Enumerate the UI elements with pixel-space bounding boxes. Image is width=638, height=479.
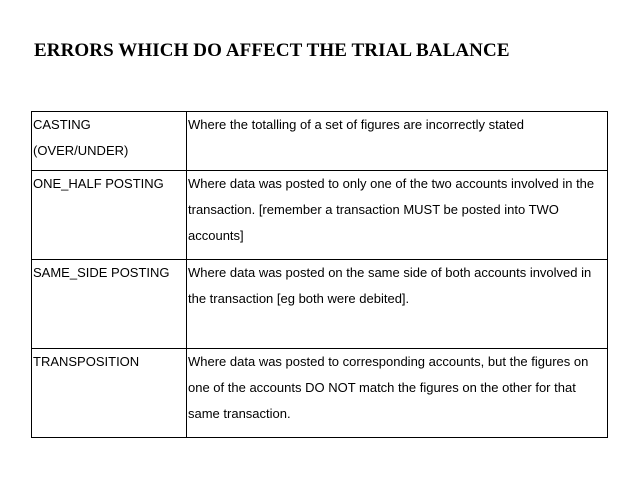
error-type-cell: TRANSPOSITION (32, 349, 187, 438)
error-description-cell: Where data was posted on the same side of both accounts involved in the transaction [eg both were debited]. (187, 260, 608, 349)
table-row-transposition (32, 349, 608, 438)
error-description-cell: Where data was posted to only one of the two accounts involved in the transaction. [remember a transaction MUST be posted into TWO accounts] (187, 171, 608, 260)
error-type-cell: SAME_SIDE POSTING (32, 260, 187, 349)
table-row-casting (32, 112, 608, 171)
errors-table (31, 111, 608, 438)
error-description-cell: Where data was posted to corresponding accounts, but the figures on one of the accounts DO NOT match the figures on the other for that same transaction. (187, 349, 608, 438)
table-row-same-side-posting (32, 260, 608, 349)
error-type-cell: ONE_HALF POSTING (32, 171, 187, 260)
error-description-cell: Where the totalling of a set of figures are incorrectly stated (187, 112, 608, 171)
table-row-one-half-posting (32, 171, 608, 260)
page-title: ERRORS WHICH DO AFFECT THE TRIAL BALANCE (34, 40, 510, 61)
error-type-cell: CASTING (OVER/UNDER) (32, 112, 187, 171)
